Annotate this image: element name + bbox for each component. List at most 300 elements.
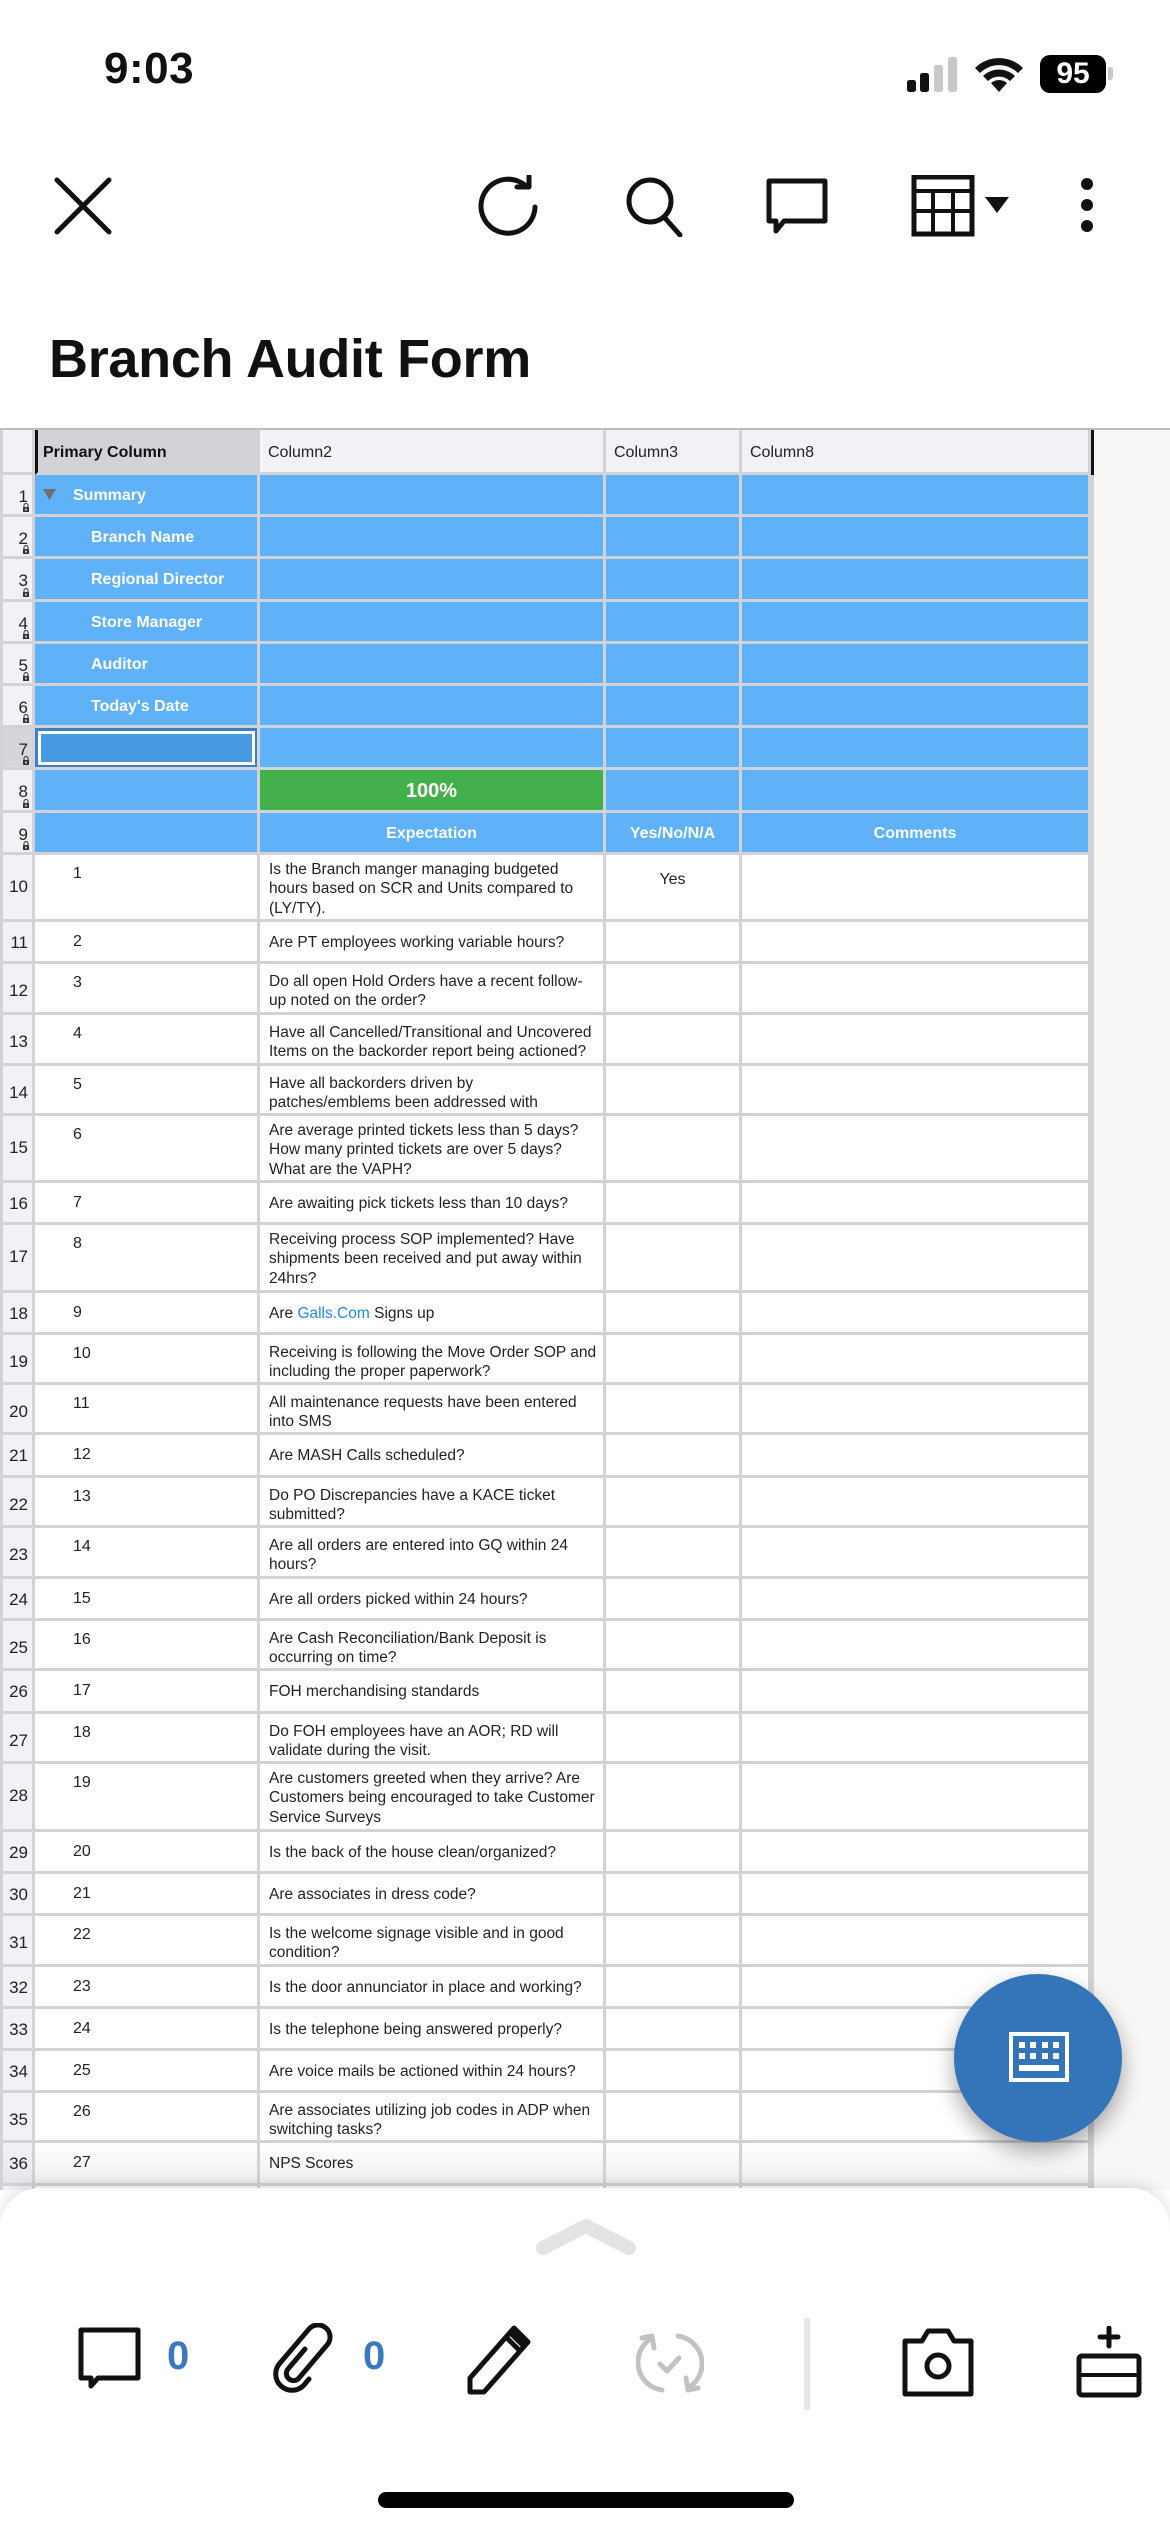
galls-link[interactable]: Galls.Com [297,1304,370,1322]
sheet-grid-area[interactable] [0,430,1170,2190]
lock-icon [22,756,30,765]
row-number-cell[interactable] [0,2009,35,2051]
question-number: 20 [73,1842,91,1860]
column8-cell[interactable] [742,686,1091,728]
column8-cell[interactable] [742,559,1091,601]
row-number-cell[interactable] [0,1225,35,1293]
question-number: 12 [73,1445,91,1463]
primary-cell[interactable] [35,2009,260,2051]
expectation-cell[interactable] [260,1621,606,1671]
column-header-primary[interactable]: Primary Column [35,430,260,475]
row-number: 33 [9,2019,28,2039]
row-number: 36 [9,2153,28,2173]
expectation-text [269,1304,597,1324]
expectation-text: Is the welcome signage visible and in good condition? [269,1924,564,1962]
primary-cell[interactable] [35,1335,260,1385]
column3-cell[interactable] [606,686,742,728]
row-number-cell[interactable] [0,728,35,770]
column3-cell[interactable] [606,559,742,601]
question-row [0,1385,1094,1435]
comments-button[interactable] [78,2326,198,2398]
grid-end-border [1091,1874,1094,1916]
comment-cell[interactable] [742,1764,1091,1832]
column2-cell[interactable] [260,728,606,770]
primary-cell[interactable] [35,1225,260,1293]
column3-cell[interactable] [606,728,742,770]
row-number: 8 [18,782,28,802]
primary-cell[interactable] [35,770,260,812]
primary-cell[interactable] [35,1671,260,1714]
column3-cell[interactable] [606,770,742,812]
question-row [0,1671,1094,1714]
primary-cell[interactable] [35,855,260,922]
add-row-icon[interactable] [1076,2326,1142,2398]
expectation-text: NPS Scores [269,2154,354,2172]
row-number-cell[interactable] [0,922,35,964]
grid-end-border [1091,1385,1094,1435]
comment-cell[interactable] [742,922,1091,964]
question-number: 2 [73,932,82,950]
question-number: 7 [73,1193,82,1211]
comment-cell[interactable] [742,1293,1091,1335]
answer-cell[interactable] [606,964,742,1015]
comment-cell[interactable] [742,1874,1091,1916]
keyboard-button[interactable] [954,1974,1122,2142]
lock-icon [22,672,30,681]
column-header-column8[interactable]: Column8 [742,430,1091,475]
expectation-cell[interactable] [260,1916,606,1967]
expectation-cell[interactable] [260,1764,606,1832]
comment-cell[interactable] [742,1225,1091,1293]
expectation-cell[interactable] [260,2009,606,2051]
edit-icon[interactable] [466,2324,532,2396]
row-number-cell[interactable] [0,475,35,517]
summary-row [0,602,1094,644]
corner-cell [0,430,35,475]
column3-cell[interactable] [606,644,742,686]
question-number: 19 [73,1773,91,1791]
comment-cell[interactable] [742,1335,1091,1385]
row-number: 34 [9,2061,28,2081]
sync-icon[interactable] [636,2328,704,2400]
primary-cell[interactable] [35,1579,260,1621]
grid-end-border [1091,1116,1094,1183]
row-number-cell[interactable] [0,770,35,812]
expectation-cell[interactable] [260,1015,606,1066]
primary-cell[interactable] [35,1916,260,1967]
row-number-cell[interactable] [0,1293,35,1335]
answer-cell[interactable] [606,1225,742,1293]
row-number-cell[interactable] [0,1435,35,1478]
question-number: 11 [73,1394,90,1412]
comment-cell[interactable] [742,1116,1091,1183]
row-number: 19 [9,1351,28,1371]
question-row [0,1335,1094,1385]
comment-cell[interactable] [742,1671,1091,1714]
primary-cell[interactable] [35,2143,260,2186]
primary-cell[interactable] [35,813,260,855]
column2-cell[interactable] [260,475,606,517]
row-number: 29 [9,1842,28,1862]
primary-cell[interactable] [35,559,260,601]
column8-cell[interactable] [742,813,1091,855]
row-number-cell[interactable] [0,1579,35,1621]
search-icon[interactable] [622,175,688,237]
expectation-cell[interactable] [260,2143,606,2186]
lock-icon [22,799,30,808]
row-number-cell[interactable] [0,1621,35,1671]
row-number-cell[interactable] [0,686,35,728]
answer-cell[interactable] [606,1764,742,1832]
comment-cell[interactable] [742,1528,1091,1579]
row-number: 1 [18,487,28,506]
question-row [0,1916,1094,1967]
question-number: 10 [73,1344,91,1362]
expectation-cell[interactable] [260,1874,606,1916]
row-number: 3 [18,571,28,591]
row-number-cell[interactable] [0,559,35,601]
grid-end-border [1091,1435,1094,1478]
comment-cell[interactable] [742,1015,1091,1066]
grid-end-border [1091,964,1094,1015]
column2-cell[interactable] [260,559,606,601]
column2-cell[interactable] [260,517,606,559]
question-row [0,855,1094,922]
primary-cell[interactable] [35,1528,260,1579]
column8-cell[interactable] [742,728,1091,770]
expectation-cell[interactable] [260,855,606,922]
column2-cell[interactable] [260,813,606,855]
column-header-row [0,430,1094,475]
lock-icon [22,545,30,554]
answer-cell[interactable] [606,1714,742,1764]
answer-cell[interactable] [606,1478,742,1528]
question-row [0,2009,1094,2051]
expectation-cell[interactable] [260,1832,606,1874]
primary-cell[interactable] [35,602,260,644]
column3-cell[interactable] [606,475,742,517]
expectation-cell[interactable] [260,1225,606,1293]
row-number-cell[interactable] [0,1478,35,1528]
expectation-cell[interactable] [260,1579,606,1621]
row-number: 6 [18,698,28,717]
question-row [0,1579,1094,1621]
grid-end-border [1091,1183,1094,1225]
answer-cell[interactable] [606,1916,742,1967]
primary-cell[interactable] [35,1385,260,1435]
row-number-cell[interactable] [0,1066,35,1116]
answer-cell[interactable] [606,1671,742,1714]
row-number-cell[interactable] [0,1335,35,1385]
comment-cell[interactable] [742,1066,1091,1116]
comment-cell[interactable] [742,1478,1091,1528]
expectation-cell[interactable] [260,2051,606,2093]
primary-cell[interactable] [35,1435,260,1478]
answer-cell[interactable] [606,1579,742,1621]
question-number: 1 [73,864,82,882]
question-row [0,2143,1094,2186]
expectation-cell[interactable] [260,964,606,1015]
answer-cell[interactable] [606,1967,742,2009]
column8-cell[interactable] [742,644,1091,686]
row-number: 16 [9,1193,28,1213]
expectation-cell[interactable] [260,1478,606,1528]
row-number-cell[interactable] [0,1714,35,1764]
grid-end-border [1091,813,1094,855]
expectation-cell[interactable] [260,1967,606,2009]
answer-cell[interactable] [606,1621,742,1671]
expectation-cell[interactable] [260,1435,606,1478]
primary-cell[interactable] [35,1714,260,1764]
row-number-cell[interactable] [0,2143,35,2186]
answer-cell[interactable] [606,855,742,922]
expectation-text: All maintenance requests have been entered into SMS [269,1393,577,1431]
row-number-cell[interactable] [0,1015,35,1066]
primary-cell[interactable] [35,1293,260,1335]
expectation-text: Receiving is following the Move Order SOP and including the proper paperwork? [269,1343,597,1381]
grid-end-border [1091,855,1094,922]
expectation-text: Receiving process SOP implemented? Have shipments been received and put away within 24hrs? [269,1230,582,1287]
column2-cell[interactable] [260,644,606,686]
expectation-cell[interactable] [260,1671,606,1714]
summary-row [0,475,1094,517]
expectation-text: Are customers greeted when they arrive? Are Customers being encouraged to take Customer Service Surveys [269,1769,595,1826]
column8-cell[interactable] [742,770,1091,812]
row-number-cell[interactable] [0,644,35,686]
primary-cell[interactable] [35,1015,260,1066]
summary-row [0,517,1094,559]
primary-cell[interactable] [35,517,260,559]
row-number: 11 [10,932,28,952]
text-before-link: Are [269,1304,298,1322]
camera-icon[interactable] [902,2326,974,2398]
answer-cell[interactable] [606,1183,742,1225]
expectation-cell[interactable] [260,1116,606,1183]
column-header-column2[interactable]: Column2 [260,430,606,475]
summary-row [0,770,1094,812]
row-number-cell[interactable] [0,2093,35,2143]
primary-cell[interactable] [35,1874,260,1916]
primary-cell[interactable] [35,1183,260,1225]
comment-cell[interactable] [742,855,1091,922]
row-number-cell[interactable] [0,1116,35,1183]
question-row [0,1435,1094,1478]
row-number-cell[interactable] [0,1764,35,1832]
row-number-cell[interactable] [0,2051,35,2093]
column2-cell[interactable] [260,602,606,644]
answer-cell[interactable] [606,1435,742,1478]
grid-end-border [1091,517,1094,559]
question-row [0,1478,1094,1528]
primary-cell[interactable] [35,922,260,964]
expectation-cell[interactable] [260,1714,606,1764]
grid-end-border [1091,1671,1094,1714]
answer-cell[interactable] [606,1066,742,1116]
row-number-cell[interactable] [0,1874,35,1916]
expectation-text: Is the telephone being answered properly? [269,2020,562,2038]
primary-cell[interactable] [35,1116,260,1183]
expectation-text: Are average printed tickets less than 5 days? How many printed tickets are over 5 days? What are the VAPH? [269,1121,579,1178]
row-number: 2 [18,529,28,549]
column8-cell[interactable] [742,517,1091,559]
column2-cell[interactable] [260,770,606,812]
primary-cell[interactable] [35,1621,260,1671]
answer-cell[interactable] [606,1335,742,1385]
bottom-sheet [0,2188,1170,2532]
row-number: 7 [18,740,28,760]
row-number-cell[interactable] [0,1967,35,2009]
row-number-cell[interactable] [0,602,35,644]
question-number: 15 [73,1589,91,1607]
collapse-triangle-icon[interactable] [43,489,56,500]
primary-cell[interactable] [35,644,260,686]
answer-cell[interactable] [606,922,742,964]
expectation-cell[interactable] [260,1335,606,1385]
row-number-cell[interactable] [0,1183,35,1225]
more-icon[interactable] [1070,175,1104,237]
question-row [0,1528,1094,1579]
expand-handle-icon[interactable] [533,2216,639,2256]
expectation-cell[interactable] [260,1066,606,1116]
expectation-text: Do all open Hold Orders have a recent follow-up noted on the order? [269,972,583,1010]
primary-cell[interactable] [35,1832,260,1874]
column3-cell[interactable] [606,602,742,644]
column3-cell[interactable] [606,517,742,559]
close-icon[interactable] [50,175,116,237]
row-number-cell[interactable] [0,1528,35,1579]
expectation-cell[interactable] [260,1385,606,1435]
row-number: 25 [9,1637,28,1657]
summary-row [0,813,1094,855]
row-number-cell[interactable] [0,1671,35,1714]
grid-view-icon[interactable] [910,175,1014,237]
primary-cell[interactable] [35,728,260,770]
row-number-cell[interactable] [0,855,35,922]
grid-end-border [1091,2143,1094,2186]
row-number-cell[interactable] [0,964,35,1015]
primary-cell[interactable] [35,2051,260,2093]
row-number: 4 [18,613,28,633]
refresh-icon[interactable] [477,175,543,237]
question-row [0,1967,1094,2009]
comment-cell[interactable] [742,1579,1091,1621]
expectation-cell[interactable] [260,922,606,964]
comment-icon[interactable] [764,175,830,237]
column8-cell[interactable] [742,475,1091,517]
primary-cell[interactable] [35,475,260,517]
question-number: 22 [73,1925,91,1943]
answer-cell[interactable] [606,1832,742,1874]
primary-cell[interactable] [35,2093,260,2143]
status-icons [900,52,1120,98]
expectation-text: Are PT employees working variable hours? [269,933,565,951]
primary-cell[interactable] [35,964,260,1015]
summary-row [0,686,1094,728]
status-time: 9:03 [104,44,195,93]
comment-cell[interactable] [742,1916,1091,1967]
comment-cell[interactable] [742,1435,1091,1478]
lock-icon [22,588,30,597]
primary-cell[interactable] [35,1478,260,1528]
row-number-cell[interactable] [0,1916,35,1967]
primary-cell[interactable] [35,1066,260,1116]
column8-cell[interactable] [742,602,1091,644]
question-number: 24 [73,2019,91,2037]
primary-cell[interactable] [35,686,260,728]
grid-end-border [1091,922,1094,964]
home-indicator [378,2492,794,2508]
row-number-cell[interactable] [0,1385,35,1435]
expectation-cell[interactable] [260,1183,606,1225]
expectation-text: Have all backorders driven by patches/emblems been addressed with [269,1074,538,1112]
expectation-cell[interactable] [260,1293,606,1335]
answer-cell[interactable] [606,1116,742,1183]
expectation-cell[interactable] [260,1528,606,1579]
comment-cell[interactable] [742,1183,1091,1225]
row-label: Today's Date [91,698,189,715]
column2-cell[interactable] [260,686,606,728]
row-label: Summary [73,487,146,504]
question-row [0,1874,1094,1916]
comment-cell[interactable] [742,964,1091,1015]
row-number: 31 [9,1932,28,1952]
grid-end-border [1091,475,1094,517]
expectation-text: Are awaiting pick tickets less than 10 days? [269,1194,568,1212]
top-toolbar [0,160,1170,250]
answer-cell[interactable] [606,1528,742,1579]
comment-cell[interactable] [742,1832,1091,1874]
answer-cell[interactable] [606,2051,742,2093]
primary-cell[interactable] [35,1764,260,1832]
answer-cell[interactable] [606,1385,742,1435]
row-number: 27 [9,1730,28,1750]
comment-cell[interactable] [742,2143,1091,2186]
answer-cell[interactable] [606,2143,742,2186]
row-number: 12 [9,980,28,1000]
column3-cell[interactable] [606,813,742,855]
question-number: 6 [73,1125,82,1143]
grid-end-border [1091,430,1094,475]
grid-end-border [1091,1579,1094,1621]
row-number: 14 [9,1082,28,1102]
answer-cell[interactable] [606,1293,742,1335]
answer-cell[interactable] [606,2093,742,2143]
answer-cell[interactable] [606,1874,742,1916]
comment-cell[interactable] [742,1621,1091,1671]
question-number: 27 [73,2153,91,2171]
grid-end-border [1091,644,1094,686]
row-number: 10 [9,876,28,896]
question-number: 26 [73,2102,91,2120]
comment-cell[interactable] [742,1385,1091,1435]
text-after-link: Signs up [369,1304,435,1322]
answer-cell[interactable] [606,1015,742,1066]
question-row [0,1714,1094,1764]
grid-end-border [1091,1225,1094,1293]
summary-row [0,728,1094,770]
row-number-cell[interactable] [0,517,35,559]
expectation-cell[interactable] [260,2093,606,2143]
column-header-column3[interactable]: Column3 [606,430,742,475]
row-number-cell[interactable] [0,1832,35,1874]
question-row [0,1183,1094,1225]
battery-level: 95 [1056,57,1090,90]
answer-cell[interactable] [606,2009,742,2051]
attachments-button[interactable] [272,2326,392,2398]
comment-cell[interactable] [742,1714,1091,1764]
primary-cell[interactable] [35,1967,260,2009]
row-number-cell[interactable] [0,813,35,855]
